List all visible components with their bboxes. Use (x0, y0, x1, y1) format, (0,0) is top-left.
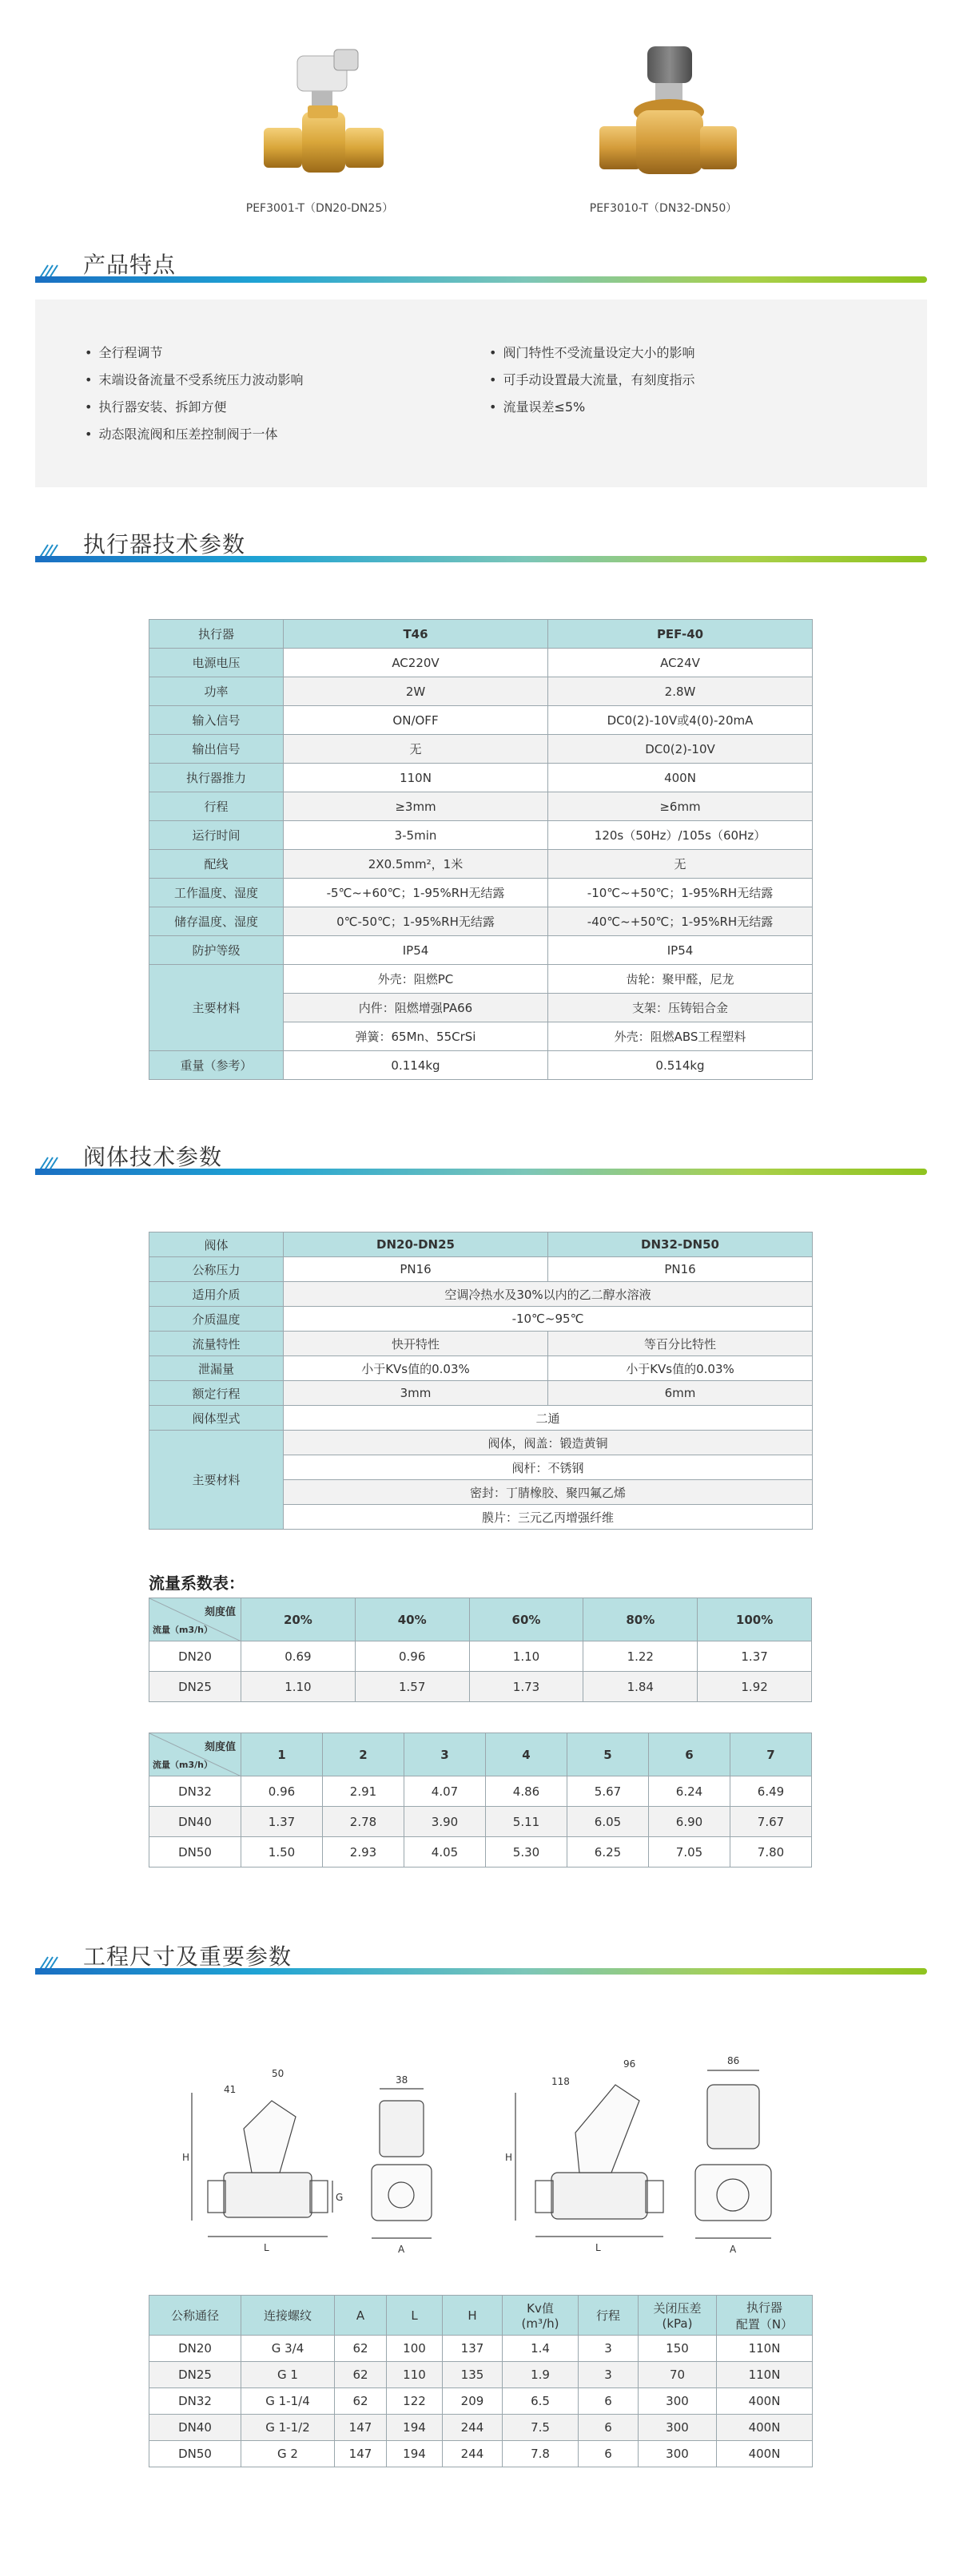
table-row (149, 1837, 812, 1868)
features-panel (35, 300, 927, 487)
table-cell: 209 (443, 2388, 503, 2415)
table-cell: 3 (579, 2336, 639, 2362)
feature-item: • 动态限流阀和压差控制阀于一体 (85, 421, 303, 448)
table-cell: 400N (548, 764, 813, 792)
table-cell: G 1-1/4 (241, 2388, 335, 2415)
table-cell: 62 (335, 2362, 387, 2388)
table-header-cell: 阀体 (149, 1232, 284, 1257)
table-header-cell: 20% (241, 1598, 356, 1641)
row-label: 行程 (149, 792, 284, 821)
table-cell: 0.69 (241, 1641, 356, 1672)
table-cell: 快开特性 (284, 1332, 548, 1356)
row-label: DN25 (149, 1672, 241, 1702)
table-header-row (149, 620, 813, 649)
table-cell: IP54 (284, 936, 548, 965)
row-label: 阀体型式 (149, 1406, 284, 1431)
table-cell: DC0(2)-10V (548, 735, 813, 764)
dimension-label: G (336, 2192, 344, 2203)
flow-table-title: 流量系数表： (149, 1574, 245, 1593)
table-cell: ≥3mm (284, 792, 548, 821)
table-cell: 3.90 (404, 1807, 486, 1837)
table-cell: 2.78 (323, 1807, 404, 1837)
table-header-cell: 7 (730, 1733, 812, 1776)
table-cell: ON/OFF (284, 706, 548, 735)
table-cell: 空调冷热水及30%以内的乙二醇水溶液 (284, 1282, 813, 1307)
table-header-cell: 6 (649, 1733, 730, 1776)
corner-top-label: 刻度值 (204, 1606, 236, 1618)
table-cell: 2X0.5mm²，1米 (284, 850, 548, 879)
drawing-large-side (515, 2085, 663, 2237)
table-cell: 5.11 (486, 1807, 567, 1837)
product-pef3001 (216, 32, 424, 216)
table-cell: 1.9 (503, 2362, 579, 2388)
table-row (149, 1356, 813, 1381)
table-cell: 1.37 (241, 1807, 323, 1837)
table-row (149, 965, 813, 994)
table-row (149, 764, 813, 792)
table-cell: 1.10 (241, 1672, 356, 1702)
table-cell: AC220V (284, 649, 548, 677)
table-cell: 244 (443, 2441, 503, 2467)
section-title: 产品特点 (83, 252, 177, 278)
section-title: 工程尺寸及重要参数 (83, 1943, 292, 1970)
section-header-actuator (35, 527, 927, 559)
table-cell: 二通 (284, 1406, 813, 1431)
table-cell: 400N (717, 2441, 813, 2467)
row-label: 流量特性 (149, 1332, 284, 1356)
table-header-cell: 5 (567, 1733, 649, 1776)
table-cell: -10℃~95℃ (284, 1307, 813, 1332)
row-label: 工作温度、湿度 (149, 879, 284, 907)
row-label: 主要材料 (149, 1431, 284, 1530)
table-cell: -40℃~+50℃；1-95%RH无结露 (548, 907, 813, 936)
row-label: 防护等级 (149, 936, 284, 965)
corner-top-label: 刻度值 (204, 1741, 236, 1753)
table-cell: 1.4 (503, 2336, 579, 2362)
table-row (149, 1257, 813, 1282)
row-label: DN20 (149, 1641, 241, 1672)
product-pef3010 (559, 32, 767, 216)
table-cell: AC24V (548, 649, 813, 677)
section-title: 执行器技术参数 (83, 531, 246, 558)
row-label: DN32 (149, 1776, 241, 1807)
table-cell: 110N (717, 2362, 813, 2388)
dimension-label: 96 (623, 2058, 636, 2070)
table-cell: 1.57 (355, 1672, 469, 1702)
table-row (149, 936, 813, 965)
table-cell: 5.30 (486, 1837, 567, 1868)
table-cell: 密封：丁腈橡胶、聚四氟乙烯 (284, 1480, 813, 1505)
section-title: 阀体技术参数 (83, 1144, 223, 1170)
dimension-label: 50 (272, 2068, 285, 2079)
table-cell: G 3/4 (241, 2336, 335, 2362)
section-header-dimensions (35, 1939, 927, 1971)
table-cell: G 1-1/2 (241, 2415, 335, 2441)
table-cell: 6.90 (649, 1807, 730, 1837)
table-row (149, 1672, 812, 1702)
table-cell: 137 (443, 2336, 503, 2362)
flow-coefficient-table-1 (149, 1598, 812, 1702)
table-cell: 0.114kg (284, 1051, 548, 1080)
row-label: 重量（参考） (149, 1051, 284, 1080)
table-row (149, 1406, 813, 1431)
table-header-row (149, 1232, 813, 1257)
table-header-cell: 2 (323, 1733, 404, 1776)
row-label: 额定行程 (149, 1381, 284, 1406)
table-header-cell: H (443, 2296, 503, 2336)
row-label: DN40 (149, 1807, 241, 1837)
table-cell: 4.07 (404, 1776, 486, 1807)
table-cell: 3-5min (284, 821, 548, 850)
table-cell: 4.86 (486, 1776, 567, 1807)
row-label: 功率 (149, 677, 284, 706)
table-header-cell: PEF-40 (548, 620, 813, 649)
table-cell: 2.93 (323, 1837, 404, 1868)
table-cell: 无 (284, 735, 548, 764)
table-cell: 400N (717, 2415, 813, 2441)
table-cell: 135 (443, 2362, 503, 2388)
feature-item: • 阀门特性不受流量设定大小的影响 (489, 339, 694, 367)
table-row (149, 1282, 813, 1307)
dimension-label: 38 (396, 2074, 408, 2086)
flow-coefficient-table-2 (149, 1733, 812, 1868)
table-header-cell: 4 (486, 1733, 567, 1776)
table-cell: 7.8 (503, 2441, 579, 2467)
table-cell: 0.514kg (548, 1051, 813, 1080)
table-cell: 2.8W (548, 677, 813, 706)
table-cell: 100 (387, 2336, 443, 2362)
table-row (149, 1776, 812, 1807)
table-cell: 3 (579, 2362, 639, 2388)
table-cell: G 2 (241, 2441, 335, 2467)
table-cell: IP54 (548, 936, 813, 965)
table-cell: PN16 (548, 1257, 813, 1282)
table-cell: 6mm (548, 1381, 813, 1406)
table-cell: 小于KVs值的0.03% (284, 1356, 548, 1381)
table-row (149, 2415, 813, 2441)
table-header-cell: DN32-DN50 (548, 1232, 813, 1257)
corner-bottom-label: 流量（m3/h） (153, 1625, 213, 1635)
table-cell: 0℃-50℃；1-95%RH无结露 (284, 907, 548, 936)
table-row (149, 2336, 813, 2362)
table-cell: 外壳：阻燃ABS工程塑料 (548, 1022, 813, 1051)
dimension-parameter-table (149, 2295, 813, 2467)
table-cell: 194 (387, 2415, 443, 2441)
row-label: 电源电压 (149, 649, 284, 677)
table-cell: DN32 (149, 2388, 241, 2415)
table-cell: 400N (717, 2388, 813, 2415)
table-cell: 62 (335, 2388, 387, 2415)
table-cell: 300 (639, 2388, 717, 2415)
table-cell: 110 (387, 2362, 443, 2388)
table-cell: 70 (639, 2362, 717, 2388)
feature-item: • 末端设备流量不受系统压力波动影响 (85, 367, 303, 394)
table-cell: 244 (443, 2415, 503, 2441)
table-cell: 4.05 (404, 1837, 486, 1868)
dimension-label: 86 (727, 2055, 740, 2066)
table-cell: DN25 (149, 2362, 241, 2388)
table-cell: 7.05 (649, 1837, 730, 1868)
table-header-cell: L (387, 2296, 443, 2336)
row-label: 主要材料 (149, 965, 284, 1051)
table-header-cell: 1 (241, 1733, 323, 1776)
table-cell: 0.96 (355, 1641, 469, 1672)
table-header-cell: 80% (583, 1598, 698, 1641)
table-header-cell: 执行器 (149, 620, 284, 649)
table-cell: 1.50 (241, 1837, 323, 1868)
table-cell: 阀体，阀盖：锻造黄铜 (284, 1431, 813, 1455)
table-cell: 6.25 (567, 1837, 649, 1868)
table-header-cell: T46 (284, 620, 548, 649)
dimension-label: 41 (224, 2084, 237, 2095)
table-header-row (149, 2296, 813, 2336)
table-header-cell: 行程 (579, 2296, 639, 2336)
table-cell: 2.91 (323, 1776, 404, 1807)
table-header-cell: 40% (355, 1598, 469, 1641)
dimension-label: H (182, 2152, 190, 2163)
table-cell: 弹簧：65Mn、55CrSi (284, 1022, 548, 1051)
table-cell: 1.84 (583, 1672, 698, 1702)
table-cell: 110N (284, 764, 548, 792)
table-cell: 外壳：阻燃PC (284, 965, 548, 994)
feature-item: • 可手动设置最大流量，有刻度指示 (489, 367, 694, 394)
valve-large-image (575, 32, 751, 192)
valve-small-image (232, 32, 408, 192)
product-caption: PEF3001-T（DN20-DN25） (245, 202, 394, 215)
table-cell: 1.22 (583, 1641, 698, 1672)
table-cell: 1.73 (469, 1672, 583, 1702)
table-row (149, 1381, 813, 1406)
table-cell: DN20 (149, 2336, 241, 2362)
row-label: 输入信号 (149, 706, 284, 735)
table-cell: ≥6mm (548, 792, 813, 821)
drawing-small-side (192, 2093, 332, 2237)
table-row (149, 2388, 813, 2415)
section-header-features (35, 248, 927, 280)
table-header-cell: 3 (404, 1733, 486, 1776)
table-header-row (149, 1598, 812, 1641)
table-cell: 1.37 (698, 1641, 812, 1672)
table-cell: 147 (335, 2415, 387, 2441)
table-cell: 3mm (284, 1381, 548, 1406)
table-cell: 6 (579, 2441, 639, 2467)
section-header-valve (35, 1140, 927, 1172)
table-cell: 无 (548, 850, 813, 879)
table-cell: 阀杆：不锈钢 (284, 1455, 813, 1480)
dimension-drawings (176, 2053, 807, 2268)
table-row (149, 1807, 812, 1837)
table-cell: 120s（50Hz）/105s（60Hz） (548, 821, 813, 850)
table-header-cell: Kv值 (m³/h) (503, 2296, 579, 2336)
table-header-cell: 关闭压差 (kPa) (639, 2296, 717, 2336)
table-header-cell: DN20-DN25 (284, 1232, 548, 1257)
table-cell: 62 (335, 2336, 387, 2362)
table-cell: 7.5 (503, 2415, 579, 2441)
table-cell: 内件：阻燃增强PA66 (284, 994, 548, 1022)
table-row (149, 879, 813, 907)
table-cell: 6 (579, 2415, 639, 2441)
table-cell: DN50 (149, 2441, 241, 2467)
feature-item: • 执行器安装、拆卸方便 (85, 394, 303, 421)
table-cell: 300 (639, 2441, 717, 2467)
table-row (149, 735, 813, 764)
table-cell: 支架：压铸铝合金 (548, 994, 813, 1022)
row-label: 公称压力 (149, 1257, 284, 1282)
table-cell: 6.24 (649, 1776, 730, 1807)
dimension-label: 118 (551, 2076, 570, 2087)
table-cell: 齿轮：聚甲醛，尼龙 (548, 965, 813, 994)
row-label: 配线 (149, 850, 284, 879)
table-cell: 6.05 (567, 1807, 649, 1837)
table-header-cell: 100% (698, 1598, 812, 1641)
table-cell: -10℃~+50℃；1-95%RH无结露 (548, 879, 813, 907)
feature-item: • 流量误差≤5% (489, 394, 694, 421)
table-cell: -5℃~+60℃；1-95%RH无结露 (284, 879, 548, 907)
row-label: 运行时间 (149, 821, 284, 850)
table-cell: DN40 (149, 2415, 241, 2441)
actuator-spec-table (149, 619, 813, 1080)
table-header-cell: 60% (469, 1598, 583, 1641)
table-cell: 194 (387, 2441, 443, 2467)
table-cell: 300 (639, 2415, 717, 2441)
table-row (149, 706, 813, 735)
row-label: 输出信号 (149, 735, 284, 764)
table-row (149, 649, 813, 677)
table-cell: 122 (387, 2388, 443, 2415)
table-row (149, 821, 813, 850)
table-cell: 1.92 (698, 1672, 812, 1702)
table-cell: PN16 (284, 1257, 548, 1282)
row-label: 储存温度、湿度 (149, 907, 284, 936)
table-row (149, 1307, 813, 1332)
table-row (149, 850, 813, 879)
table-cell: 6.5 (503, 2388, 579, 2415)
drawing-small-front (372, 2089, 432, 2238)
table-row (149, 1641, 812, 1672)
features-list-right (489, 339, 694, 421)
table-cell: 7.80 (730, 1837, 812, 1868)
dimension-label: A (730, 2244, 737, 2255)
table-row (149, 677, 813, 706)
table-cell: 150 (639, 2336, 717, 2362)
valve-spec-table (149, 1232, 813, 1530)
table-cell: 等百分比特性 (548, 1332, 813, 1356)
table-header-cell: A (335, 2296, 387, 2336)
row-label: DN50 (149, 1837, 241, 1868)
dimension-label: L (595, 2242, 601, 2253)
table-cell: DC0(2)-10V或4(0)-20mA (548, 706, 813, 735)
table-cell: 小于KVs值的0.03% (548, 1356, 813, 1381)
table-cell: 1.10 (469, 1641, 583, 1672)
table-header-cell: 执行器 配置（N） (717, 2296, 813, 2336)
table-cell: 5.67 (567, 1776, 649, 1807)
table-cell: 147 (335, 2441, 387, 2467)
table-row (149, 792, 813, 821)
table-cell: 7.67 (730, 1807, 812, 1837)
table-row (149, 1431, 813, 1455)
table-row (149, 907, 813, 936)
table-header-row (149, 1733, 812, 1776)
table-row (149, 2441, 813, 2467)
table-cell: 6 (579, 2388, 639, 2415)
table-row (149, 2362, 813, 2388)
diagonal-corner-cell (149, 1598, 241, 1641)
table-row (149, 1332, 813, 1356)
table-cell: 2W (284, 677, 548, 706)
row-label: 介质温度 (149, 1307, 284, 1332)
table-cell: 110N (717, 2336, 813, 2362)
table-cell: 6.49 (730, 1776, 812, 1807)
feature-item: • 全行程调节 (85, 339, 303, 367)
table-header-cell: 连接螺纹 (241, 2296, 335, 2336)
row-label: 泄漏量 (149, 1356, 284, 1381)
table-cell: G 1 (241, 2362, 335, 2388)
corner-bottom-label: 流量（m3/h） (153, 1760, 213, 1770)
drawing-large-front (695, 2070, 771, 2238)
table-header-cell: 公称通径 (149, 2296, 241, 2336)
table-cell: 膜片：三元乙丙增强纤维 (284, 1505, 813, 1530)
features-list-left (85, 339, 303, 448)
diagonal-corner-cell (149, 1733, 241, 1776)
dimension-label: L (264, 2242, 269, 2253)
row-label: 执行器推力 (149, 764, 284, 792)
row-label: 适用介质 (149, 1282, 284, 1307)
product-caption: PEF3010-T（DN32-DN50） (589, 202, 738, 215)
table-row (149, 1051, 813, 1080)
table-cell: 0.96 (241, 1776, 323, 1807)
dimension-label: A (398, 2244, 405, 2255)
dimension-label: H (505, 2152, 513, 2163)
